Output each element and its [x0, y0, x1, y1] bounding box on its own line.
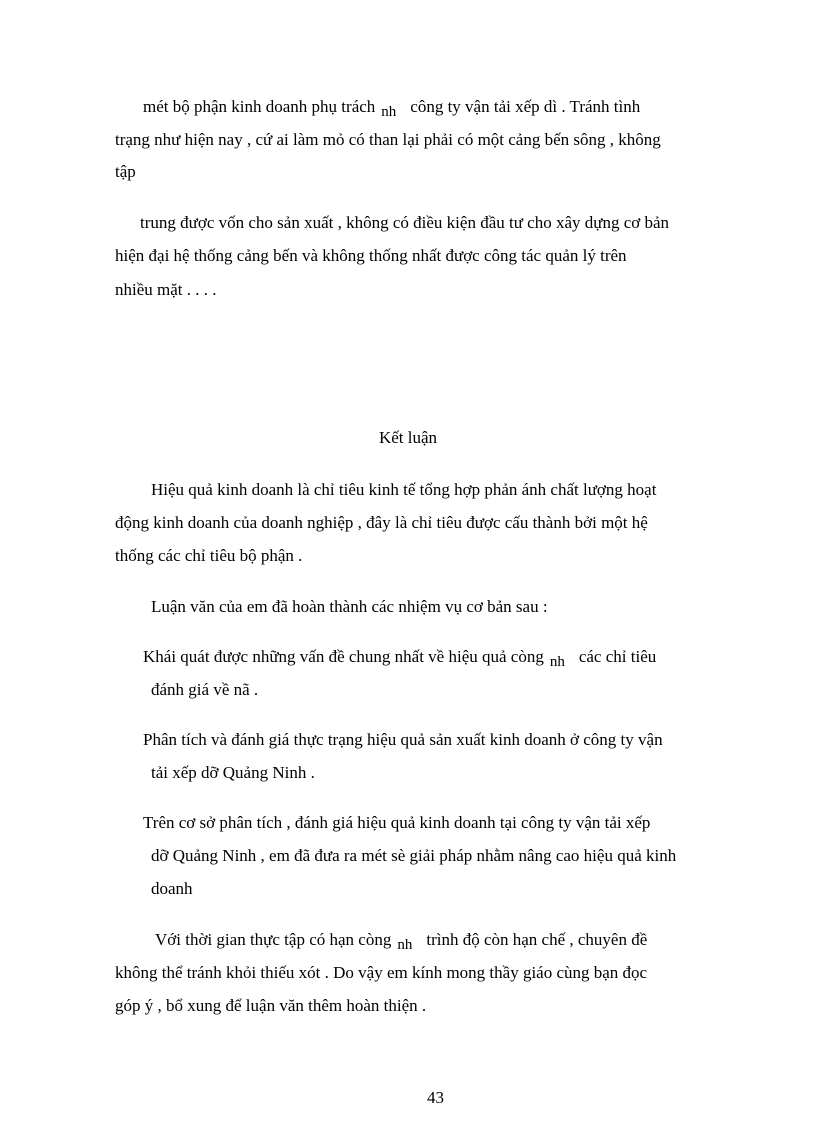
- paragraph-line: thống các chỉ tiêu bộ phận .: [115, 546, 303, 565]
- paragraph-line: trung được vốn cho sản xuất , không có điều kiện đầu tư cho xây dựng cơ bản: [140, 213, 670, 232]
- paragraph-line: trạng như hiện nay , cứ ai làm mỏ có than lại phải có một cảng bến sông , không: [115, 130, 661, 149]
- paragraph-line: tập: [115, 162, 136, 181]
- paragraph-line: góp ý , bổ xung để luận văn thêm hoàn thiện .: [115, 996, 427, 1015]
- subscript-text: nh: [381, 104, 397, 120]
- text-run: mét bộ phận kinh doanh phụ trách: [143, 97, 376, 116]
- paragraph-line: nhiều mặt . . . .: [115, 280, 217, 299]
- subscript-text: nh: [549, 654, 565, 670]
- text-run: Với thời gian thực tập có hạn còng: [155, 930, 392, 949]
- paragraph-line: dỡ Quảng Ninh , em đã đưa ra mét sè giải pháp nhằm nâng cao hiệu quả kinh: [151, 846, 677, 865]
- paragraph-line: Trên cơ sở phân tích , đánh giá hiệu quả kinh doanh tại công ty vận tải xếp: [143, 813, 651, 832]
- paragraph-line: [143, 647, 656, 668]
- text-run: Khái quát được những vấn đề chung nhất về hiệu quả còng: [143, 647, 544, 666]
- paragraph-line: đánh giá về nã .: [151, 680, 259, 699]
- section-heading: Kết luận: [378, 428, 438, 447]
- text-run: các chỉ tiêu: [578, 647, 657, 666]
- page-number: 43: [427, 1088, 444, 1107]
- paragraph-line: doanh: [151, 879, 193, 898]
- subscript-text: nh: [397, 937, 413, 953]
- paragraph-line: Hiệu quả kinh doanh là chỉ tiêu kinh tế tổng hợp phản ánh chất lượng hoạt: [151, 480, 657, 499]
- paragraph-line: [143, 97, 640, 118]
- text-run: trình độ còn hạn chế , chuyên đề: [426, 930, 648, 949]
- paragraph-line: không thể tránh khỏi thiếu xót . Do vậy em kính mong thầy giáo cùng bạn đọc: [115, 963, 648, 982]
- paragraph-line: Phân tích và đánh giá thực trạng hiệu quả sản xuất kinh doanh ở công ty vận: [143, 730, 663, 749]
- paragraph-line: hiện đại hệ thống cảng bến và không thống nhất được công tác quản lý trên: [115, 246, 627, 265]
- paragraph-line: [155, 930, 647, 951]
- paragraph-line: động kinh doanh của doanh nghiệp , đây là chỉ tiêu được cấu thành bởi một hệ: [115, 513, 648, 532]
- paragraph-line: tải xếp dỡ Quảng Ninh .: [151, 763, 315, 782]
- paragraph-4: Luận văn của em đã hoàn thành các nhiệm vụ cơ bản sau :: [151, 597, 548, 616]
- text-run: công ty vận tải xếp dì . Tránh tình: [410, 97, 641, 116]
